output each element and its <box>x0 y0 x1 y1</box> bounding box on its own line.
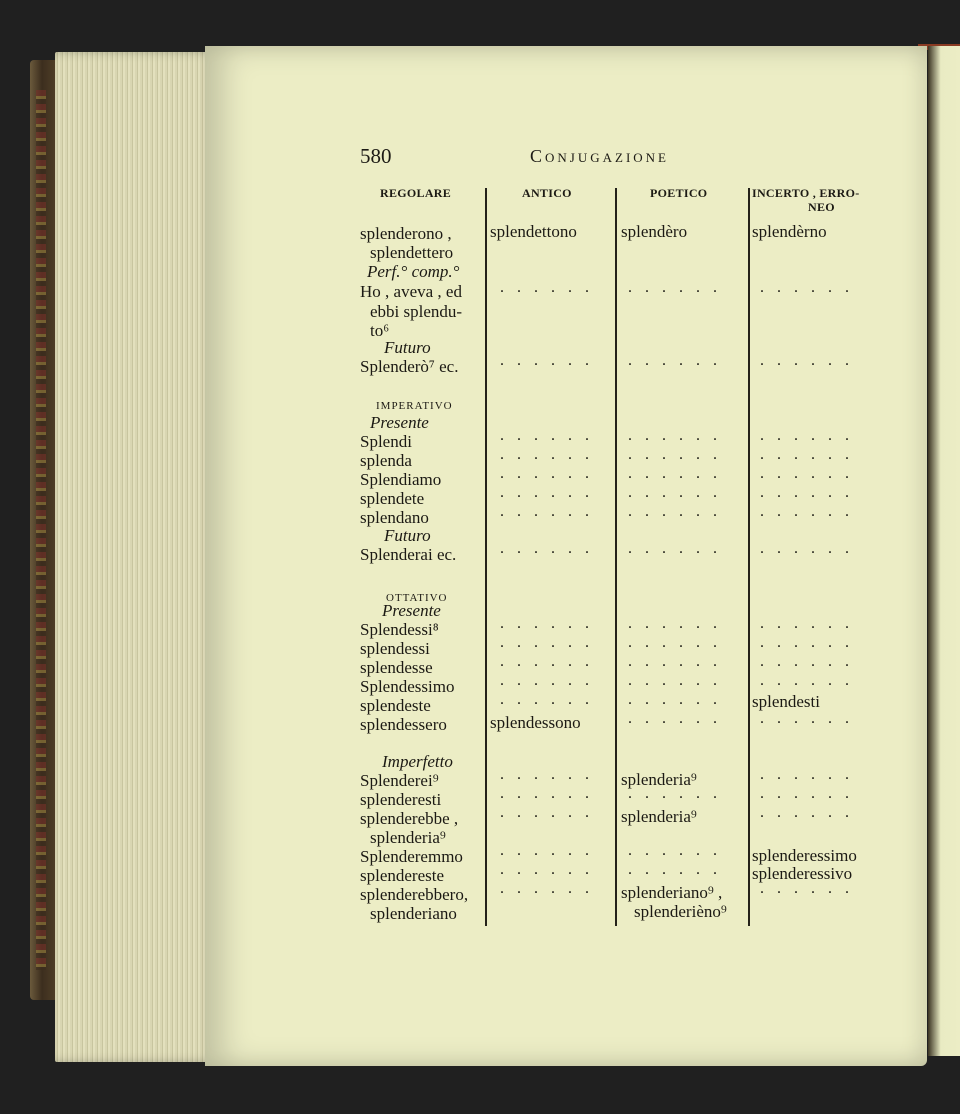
dot-leader: ...... <box>760 653 862 670</box>
row-splendi: Splendi <box>360 432 412 451</box>
dot-leader: ...... <box>500 427 602 444</box>
perfetto-heading: Perf.° comp.° <box>367 262 460 281</box>
dot-leader: ...... <box>628 446 730 463</box>
row-splenderai: Splenderai ec. <box>360 545 457 564</box>
futuro-heading-2: Futuro <box>384 526 431 545</box>
row-splendano: splendano <box>360 508 429 527</box>
dot-leader: ...... <box>500 804 602 821</box>
column-rule-3 <box>748 188 750 926</box>
row-splenda: splenda <box>360 451 412 470</box>
dot-leader: ...... <box>760 804 862 821</box>
dot-leader: ...... <box>628 691 730 708</box>
row-splendessi-2: splendessi <box>360 639 430 658</box>
dot-leader: ...... <box>760 880 862 897</box>
dot-leader: ...... <box>500 465 602 482</box>
incerto-splenderno: splendèrno <box>752 222 827 241</box>
imperativo-heading: IMPERATIVO <box>376 400 453 412</box>
antico-splendessono: splendessono <box>490 713 581 732</box>
row-splendettero: splendettero <box>370 243 454 262</box>
row-splenderemmo: Splenderemmo <box>360 847 463 866</box>
dot-leader: ...... <box>500 785 602 802</box>
header-antico: ANTICO <box>522 186 572 200</box>
dot-leader: ...... <box>500 503 602 520</box>
header-poetico: POETICO <box>650 186 708 200</box>
dot-leader: ...... <box>760 615 862 632</box>
dot-leader: ...... <box>500 653 602 670</box>
dot-leader: ...... <box>760 484 862 501</box>
presente-heading-2: Presente <box>382 601 441 620</box>
row-splendereste: splendereste <box>360 866 445 885</box>
dot-leader: ...... <box>760 503 862 520</box>
column-rule-1 <box>485 188 487 926</box>
row-splendiamo: Splendiamo <box>360 470 442 489</box>
dot-leader: ...... <box>500 615 602 632</box>
dot-leader: ...... <box>760 465 862 482</box>
dot-leader: ...... <box>500 766 602 783</box>
dot-leader: ...... <box>500 861 602 878</box>
dot-leader: ...... <box>760 672 862 689</box>
antico-splendettono: splendettono <box>490 222 577 241</box>
dot-leader: ...... <box>500 691 602 708</box>
header-regolare: REGOLARE <box>380 186 452 200</box>
header-incerto-2: NEO <box>808 200 835 214</box>
dot-leader: ...... <box>628 672 730 689</box>
poetico-splendero: splendèro <box>621 222 688 241</box>
dot-leader: ...... <box>760 279 862 296</box>
poetico-splenderia-1: splenderia⁹ <box>621 770 697 789</box>
row-splenderiano: splenderiano <box>370 904 457 923</box>
dot-leader: ...... <box>628 279 730 296</box>
row-splendete: splendete <box>360 489 425 508</box>
dot-leader: ...... <box>500 672 602 689</box>
dot-leader: ...... <box>500 484 602 501</box>
imperfetto-heading: Imperfetto <box>382 752 453 771</box>
dot-leader: ...... <box>760 766 862 783</box>
row-ebbi: ebbi splendu- <box>370 302 463 321</box>
dot-leader: ...... <box>760 785 862 802</box>
row-splenderebbero: splenderebbero, <box>360 885 469 904</box>
dot-leader: ...... <box>760 634 862 651</box>
dot-leader: ...... <box>500 540 602 557</box>
dot-leader: ...... <box>628 465 730 482</box>
dot-leader: ...... <box>500 842 602 859</box>
dot-leader: ...... <box>628 842 730 859</box>
dot-leader: ...... <box>628 427 730 444</box>
dot-leader: ...... <box>500 880 602 897</box>
dot-leader: ...... <box>628 352 730 369</box>
presente-heading-1: Presente <box>370 413 429 432</box>
row-splenderebbe: splenderebbe , <box>360 809 459 828</box>
dot-leader: ...... <box>628 634 730 651</box>
column-rule-2 <box>615 188 617 926</box>
incerto-splenderessimo: splenderessimo <box>752 846 857 865</box>
futuro-heading-1: Futuro <box>384 338 431 357</box>
dot-leader: ...... <box>500 352 602 369</box>
poetico-splenderiano: splenderiano⁹ , <box>621 883 723 902</box>
poetico-splenderia-2: splenderia⁹ <box>621 807 697 826</box>
row-ho-aveva: Ho , aveva , ed <box>360 282 462 301</box>
dot-leader: ...... <box>500 446 602 463</box>
spine-decoration <box>36 90 46 970</box>
dot-leader: ...... <box>628 710 730 727</box>
row-to: to⁶ <box>370 321 390 340</box>
dot-leader: ...... <box>628 484 730 501</box>
incerto-splenderessivo: splenderessivo <box>752 864 853 883</box>
row-splendeste: splendeste <box>360 696 431 715</box>
dot-leader: ...... <box>500 634 602 651</box>
dot-leader: ...... <box>760 710 862 727</box>
running-head <box>360 144 880 174</box>
dot-leader: ...... <box>628 615 730 632</box>
running-title: Conjugazione <box>530 146 669 166</box>
row-splendero: Splenderò⁷ ec. <box>360 357 459 376</box>
dot-leader: ...... <box>628 861 730 878</box>
ottativo-heading: OTTATIVO <box>386 592 448 604</box>
header-incerto: INCERTO , ERRO- <box>752 186 860 200</box>
row-splendessi-1: Splendessi⁸ <box>360 620 439 639</box>
row-splendessero: splendessero <box>360 715 447 734</box>
dot-leader: ...... <box>760 446 862 463</box>
row-splenderei: Splenderei⁹ <box>360 771 439 790</box>
dot-leader: ...... <box>628 503 730 520</box>
facing-page-edge <box>928 46 960 1056</box>
page-stack <box>55 52 215 1062</box>
row-splendessimo: Splendessimo <box>360 677 455 696</box>
page-number: 580 <box>360 144 392 168</box>
dot-leader: ...... <box>500 279 602 296</box>
row-splenderia: splenderia⁹ <box>370 828 446 847</box>
poetico-splenderieno: splenderièno⁹ <box>634 902 727 921</box>
dot-leader: ...... <box>760 352 862 369</box>
dot-leader: ...... <box>760 427 862 444</box>
dot-leader: ...... <box>628 540 730 557</box>
row-splendesse: splendesse <box>360 658 433 677</box>
dot-leader: ...... <box>760 540 862 557</box>
incerto-splendesti: splendesti <box>752 692 820 711</box>
dot-leader: ...... <box>628 653 730 670</box>
row-splenderono: splenderono , <box>360 224 452 243</box>
dot-leader: ...... <box>628 785 730 802</box>
row-splenderesti: splenderesti <box>360 790 442 809</box>
